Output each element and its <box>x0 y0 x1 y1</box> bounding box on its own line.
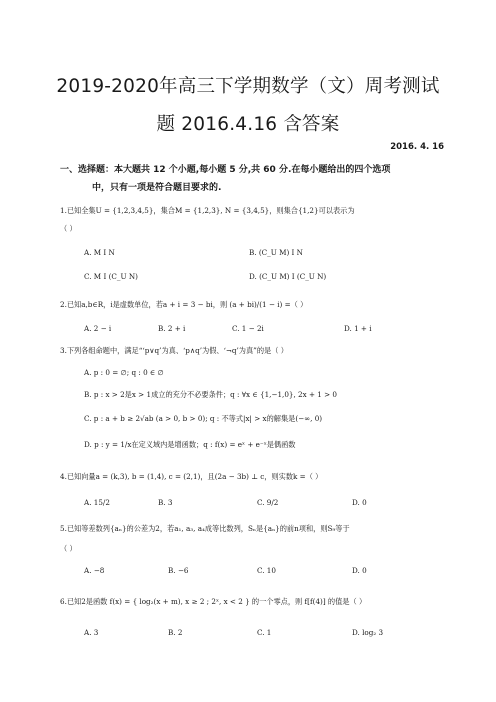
question-1-option-b: B. (C_U M) I N <box>249 248 303 257</box>
section-heading-line-1: 一、选择题：本大题共 12 个小题,每小题 5 分,共 60 分.在每小题给出的四个选项 <box>60 165 391 175</box>
question-3-option-a: A. p : 0 = ∅; q : 0 ∈ ∅ <box>84 368 164 377</box>
question-4-option-d: D. 0 <box>352 498 367 507</box>
question-2-stem: 2.已知a,b∈R，i是虚数单位，若a + i = 3 − bi，则 (a + bi)/(1 − i) =（ ） <box>60 300 308 309</box>
question-1-option-c: C. M I (C_U N) <box>84 272 138 281</box>
paper-title-line-1: 2019-2020年高三下学期数学（文）周考测试 <box>56 76 440 97</box>
question-5-stem: 5.已知等差数列{aₙ}的公差为2，若a₁, a₃, a₄成等比数列，Sₙ是{aₙ}的前n项和，则S₉等于 <box>60 524 350 533</box>
question-2-option-a: A. 2 − i <box>84 324 112 333</box>
question-6-option-a: A. 3 <box>84 628 99 637</box>
question-1-option-d: D. (C_U M) I (C_U N) <box>249 272 327 281</box>
section-heading-line-2: 中，只有一项是符合题目要求的. <box>92 183 222 193</box>
question-6-stem: 6.已知2是函数 f(x) = { log₂(x + m), x ≥ 2 ; 2ˣ, x < 2 } 的一个零点，则 f[f(4)] 的值是（ ） <box>60 597 367 606</box>
paper-title-line-2: 题 2016.4.16 含答案 <box>156 114 340 135</box>
question-1-stem: 1.已知全集U = {1,2,3,4,5}，集合M = {1,2,3}, N = {3,4,5}，则集合{1,2}可以表示为 <box>60 206 355 215</box>
question-3-option-b: B. p : x > 2是x > 1成立的充分不必要条件；q : ∀x ∈ {1,−1,0}, 2x + 1 > 0 <box>84 390 337 399</box>
question-5-option-c: C. 10 <box>257 566 276 575</box>
question-2-option-c: C. 1 − 2i <box>232 324 264 333</box>
question-2-option-d: D. 1 + i <box>344 324 372 333</box>
exam-date: 2016. 4. 16 <box>390 142 444 152</box>
question-5-option-a: A. −8 <box>84 566 105 575</box>
question-6-option-c: C. 1 <box>257 628 272 637</box>
question-1-option-a: A. M I N <box>84 248 115 257</box>
question-2-option-b: B. 2 + i <box>158 324 186 333</box>
question-3-stem: 3.下列各组命题中，满足“‘p∨q’为真、‘p∧q’为假、‘¬q’为真”的是（ ） <box>60 346 288 355</box>
question-4-option-a: A. 15/2 <box>84 498 110 507</box>
question-6-option-d: D. log₂ 3 <box>352 628 384 637</box>
question-6-option-b: B. 2 <box>168 628 183 637</box>
question-3-option-d: D. p : y = 1/x在定义域内是增函数；q : f(x) = eˣ + e⁻ˣ是偶函数 <box>84 440 296 449</box>
question-5-option-b: B. −6 <box>168 566 189 575</box>
question-4-stem: 4.已知向量a = (k,3), b = (1,4), c = (2,1)，且(2a − 3b) ⊥ c，则实数k =（ ） <box>60 472 323 481</box>
question-5-blank: （ ） <box>60 544 77 553</box>
question-1-blank: （ ） <box>60 224 77 233</box>
question-4-option-c: C. 9/2 <box>257 498 279 507</box>
question-4-option-b: B. 3 <box>158 498 173 507</box>
question-3-option-c: C. p : a + b ≥ 2√ab (a > 0, b > 0); q : 不等式|x| > x的解集是(−∞, 0) <box>84 414 323 423</box>
question-5-option-d: D. 0 <box>352 566 367 575</box>
